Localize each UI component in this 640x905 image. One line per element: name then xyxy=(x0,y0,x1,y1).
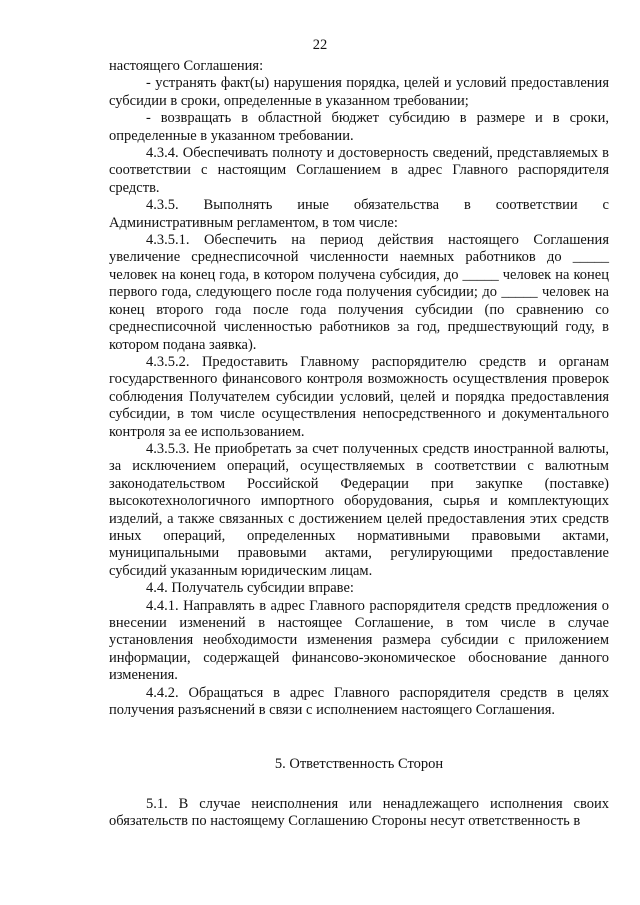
list-item-eliminate-violations: - устранять факт(ы) нарушения порядка, целей и условий предоставления субсидии в сроки, определенные в указанном требовании; xyxy=(109,75,609,109)
clause-4-4: 4.4. Получатель субсидии вправе: xyxy=(146,580,354,597)
clause-4-4-2: 4.4.2. Обращаться в адрес Главного распорядителя средств в целях получения разъяснений в связи с исполнением настоящего Соглашения. xyxy=(109,684,609,719)
clause-4-3-5-3: 4.3.5.3. Не приобретать за счет полученных средств иностранной валюты, за исключением операций, осуществляемых в соответствии с валютным законодательством Российской Федерации при закупке (поставке) высокотехнологичного импортного оборудования, сырья и комплектующих изделий, а также связанных с достижением целей предоставления этих средств иных операций, определенных нормативными правовыми актами, муниципальными правовыми актами, регулирующими предоставление субсидий указанным юридическим лицам. xyxy=(109,440,609,579)
clause-4-4-1: 4.4.1. Направлять в адрес Главного распорядителя средств предложения о внесении изменений в настоящее Соглашение, в том числе в случае установления необходимости изменения размера субсидии с приложением информации, содержащей финансово-экономическое обоснование данного изменения. xyxy=(109,597,609,684)
page-number: 22 xyxy=(312,37,328,53)
clause-5-1: 5.1. В случае неисполнения или ненадлежащего исполнения своих обязательств по настоящему Соглашению Стороны несут ответственность в xyxy=(109,795,609,830)
document-body xyxy=(109,58,609,831)
paragraph-continuation: настоящего Соглашения: xyxy=(109,58,264,74)
list-item-return-subsidy: - возвращать в областной бюджет субсидию в размере и в сроки, определенные в указанном требовании. xyxy=(109,110,609,144)
clause-4-3-5-2: 4.3.5.2. Предоставить Главному распорядителю средств и органам государственного финансового контроля возможность осуществления проверок соблюдения Получателем субсидии условий, целей и порядка предоставления субсидии, в том числе осуществления непосредственного и документального контроля за ее использованием. xyxy=(109,353,609,440)
section-heading: 5. Ответственность Сторон xyxy=(274,756,444,773)
clause-4-3-5: 4.3.5. Выполнять иные обязательства в соответствии с Административным регламентом, в том числе: xyxy=(109,197,609,231)
clause-4-3-5-1: 4.3.5.1. Обеспечить на период действия настоящего Соглашения увеличение среднесписочной численности наемных работников до _____ человек на конец года, в котором получена субсидия, до _____ человек на конец первого года, следующего после года получения субсидии; до _____ человек на конец второго года после года получения субсидии (по сравнению со среднесписочной численностью работников за год, предшествующий году, в котором подана заявка). xyxy=(109,232,609,353)
clause-4-3-4: 4.3.4. Обеспечивать полноту и достоверность сведений, представляемых в соответствии с настоящим Соглашением в адрес Главного распорядителя средств. xyxy=(109,145,609,196)
